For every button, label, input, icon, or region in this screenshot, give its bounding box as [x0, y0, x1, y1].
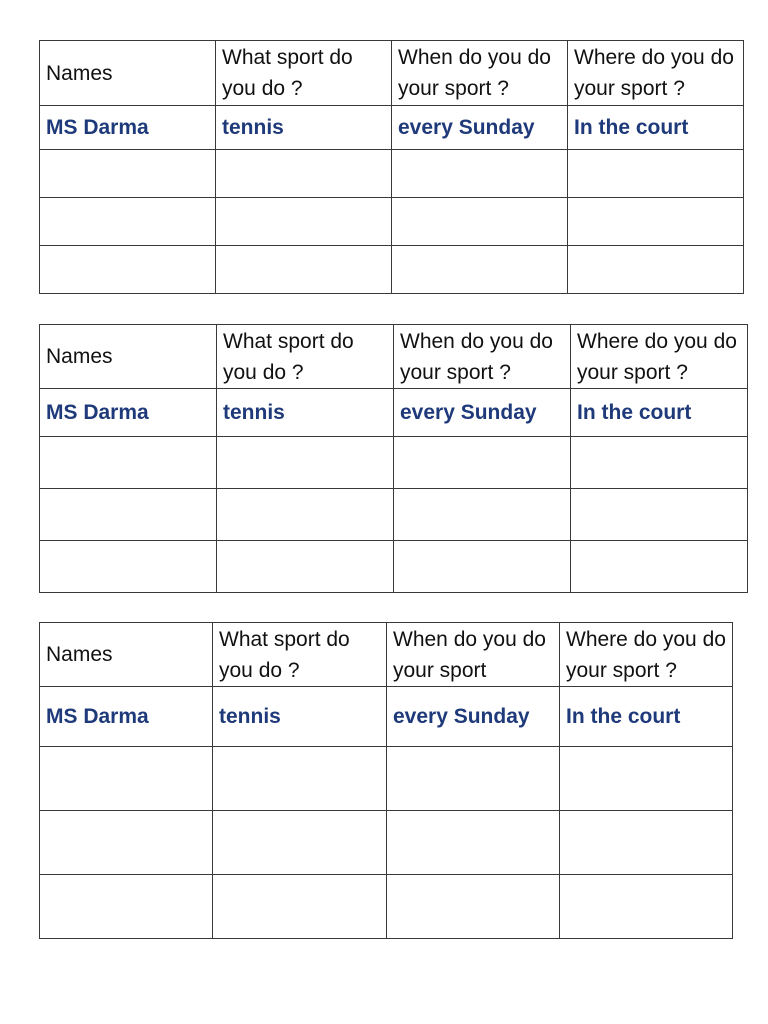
header-row: [40, 325, 748, 389]
blank-cell[interactable]: [394, 437, 571, 489]
blank-cell[interactable]: [560, 747, 733, 811]
example-row: [40, 687, 733, 747]
blank-cell[interactable]: [568, 246, 744, 294]
blank-cell[interactable]: [571, 437, 748, 489]
blank-cell[interactable]: [216, 246, 392, 294]
header-what-sport: What sport do you do ?: [213, 623, 387, 687]
blank-row: [40, 541, 748, 593]
header-when: When do you do your sport ?: [394, 325, 571, 389]
blank-cell[interactable]: [392, 198, 568, 246]
example-sport: tennis: [213, 687, 387, 747]
blank-cell[interactable]: [213, 811, 387, 875]
blank-cell[interactable]: [40, 198, 216, 246]
blank-cell[interactable]: [217, 541, 394, 593]
header-when: When do you do your sport ?: [392, 41, 568, 106]
example-where: In the court: [560, 687, 733, 747]
example-name: MS Darma: [40, 106, 216, 150]
header-what-sport: What sport do you do ?: [217, 325, 394, 389]
blank-cell[interactable]: [392, 150, 568, 198]
blank-cell[interactable]: [216, 198, 392, 246]
example-row: [40, 106, 744, 150]
blank-cell[interactable]: [40, 246, 216, 294]
survey-table-3: [39, 622, 733, 939]
example-when: every Sunday: [392, 106, 568, 150]
blank-cell[interactable]: [392, 246, 568, 294]
survey-table-2: [39, 324, 748, 593]
blank-cell[interactable]: [40, 489, 217, 541]
blank-cell[interactable]: [571, 541, 748, 593]
blank-cell[interactable]: [40, 541, 217, 593]
header-what-sport: What sport do you do ?: [216, 41, 392, 106]
blank-row: [40, 875, 733, 939]
blank-row: [40, 437, 748, 489]
blank-row: [40, 198, 744, 246]
blank-cell[interactable]: [213, 875, 387, 939]
blank-cell[interactable]: [387, 875, 560, 939]
blank-cell[interactable]: [387, 747, 560, 811]
example-name: MS Darma: [40, 389, 217, 437]
example-when: every Sunday: [394, 389, 571, 437]
blank-cell[interactable]: [217, 489, 394, 541]
blank-row: [40, 811, 733, 875]
blank-cell[interactable]: [216, 150, 392, 198]
blank-cell[interactable]: [568, 198, 744, 246]
header-where: Where do you do your sport ?: [560, 623, 733, 687]
blank-cell[interactable]: [387, 811, 560, 875]
header-row: [40, 41, 744, 106]
example-where: In the court: [571, 389, 748, 437]
blank-cell[interactable]: [213, 747, 387, 811]
blank-cell[interactable]: [40, 811, 213, 875]
blank-row: [40, 246, 744, 294]
header-names: Names: [40, 41, 216, 106]
blank-cell[interactable]: [217, 437, 394, 489]
example-name: MS Darma: [40, 687, 213, 747]
blank-cell[interactable]: [40, 150, 216, 198]
blank-row: [40, 489, 748, 541]
blank-cell[interactable]: [394, 489, 571, 541]
example-sport: tennis: [217, 389, 394, 437]
blank-cell[interactable]: [560, 811, 733, 875]
blank-cell[interactable]: [568, 150, 744, 198]
survey-table-1: [39, 40, 744, 294]
example-when: every Sunday: [387, 687, 560, 747]
header-where: Where do you do your sport ?: [568, 41, 744, 106]
example-row: [40, 389, 748, 437]
header-when: When do you do your sport: [387, 623, 560, 687]
blank-cell[interactable]: [40, 747, 213, 811]
blank-row: [40, 150, 744, 198]
blank-cell[interactable]: [40, 875, 213, 939]
blank-cell[interactable]: [571, 489, 748, 541]
header-where: Where do you do your sport ?: [571, 325, 748, 389]
blank-cell[interactable]: [560, 875, 733, 939]
header-row: [40, 623, 733, 687]
blank-cell[interactable]: [394, 541, 571, 593]
example-sport: tennis: [216, 106, 392, 150]
blank-row: [40, 747, 733, 811]
example-where: In the court: [568, 106, 744, 150]
header-names: Names: [40, 623, 213, 687]
header-names: Names: [40, 325, 217, 389]
blank-cell[interactable]: [40, 437, 217, 489]
